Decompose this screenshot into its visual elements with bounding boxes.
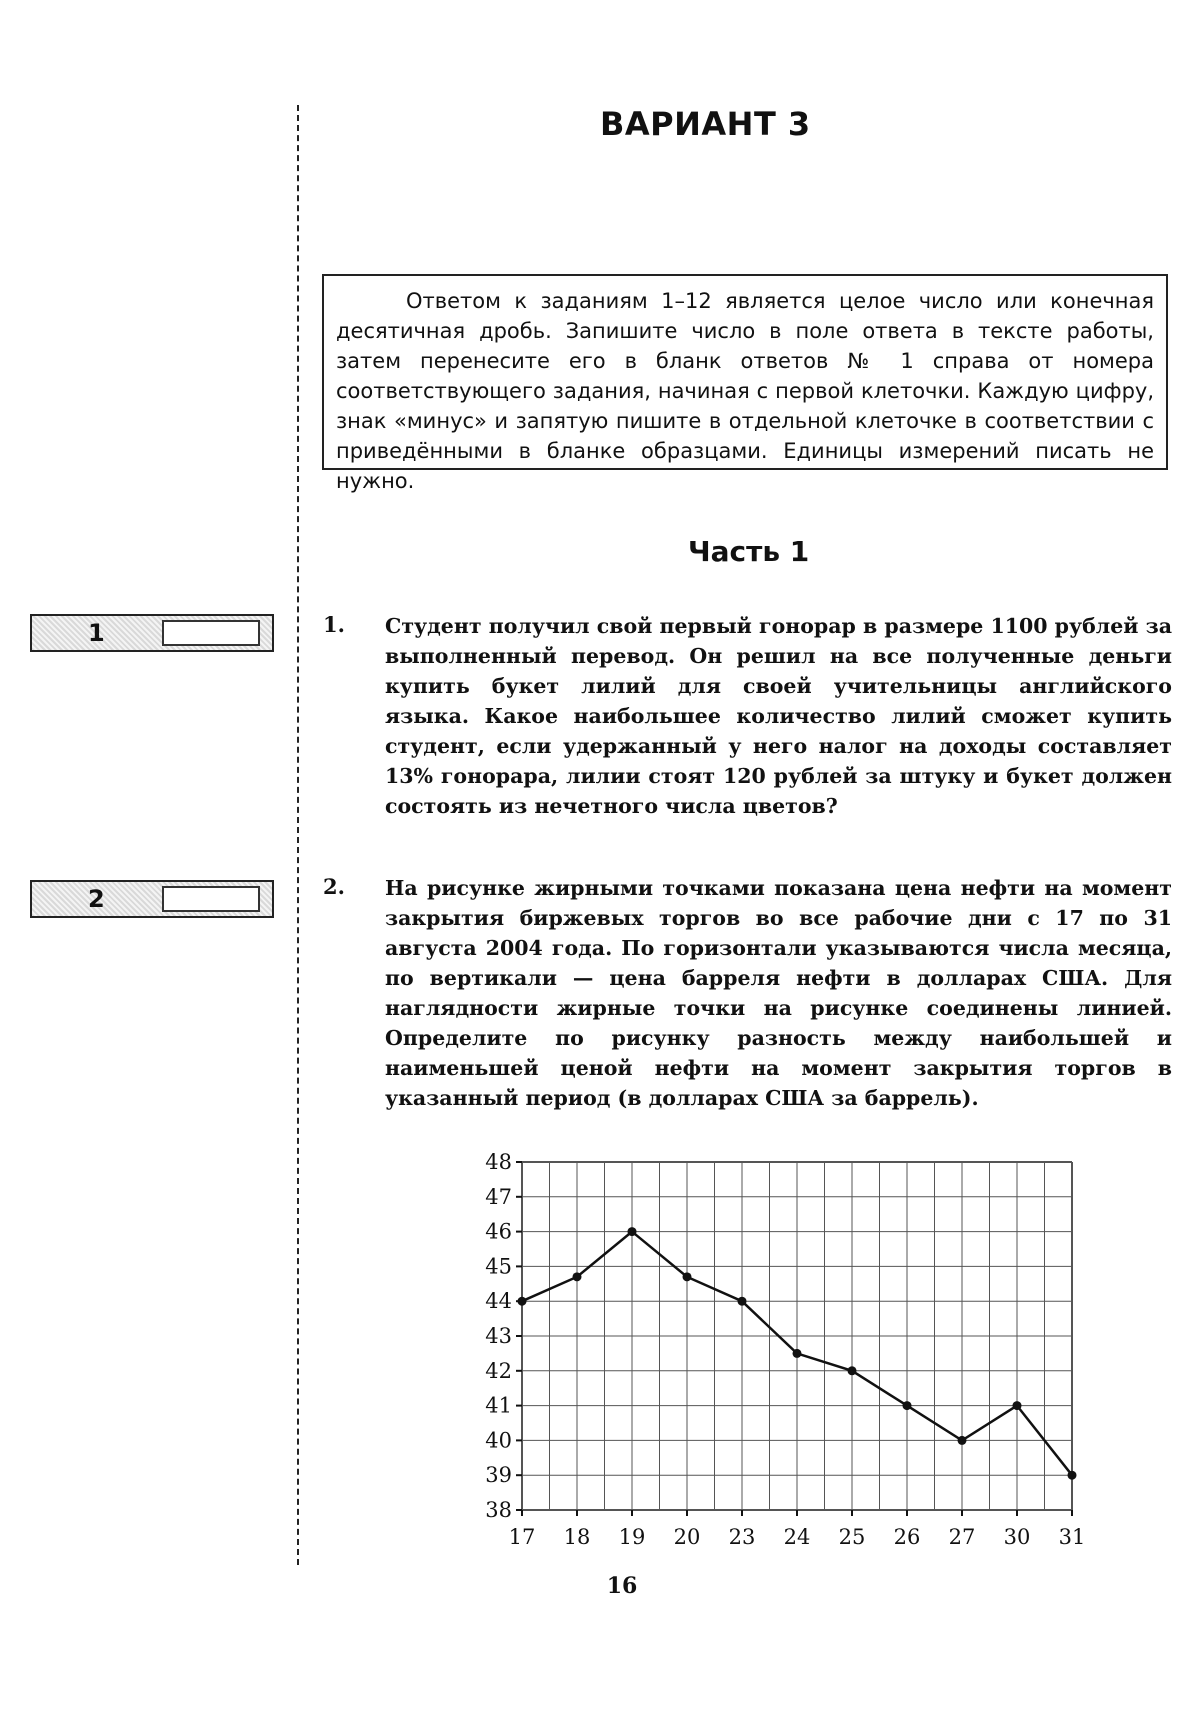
answer-box-number: 1: [88, 619, 105, 647]
x-tick-label: 27: [948, 1525, 976, 1549]
page-title: ВАРИАНТ 3: [600, 105, 811, 143]
answer-box-number: 2: [88, 885, 105, 913]
oil-price-chart: [470, 1150, 1090, 1560]
x-tick-label: 17: [508, 1525, 536, 1549]
data-point: [793, 1349, 802, 1358]
page-number: 16: [606, 1573, 638, 1599]
y-tick-label: 39: [485, 1463, 512, 1488]
data-point: [848, 1366, 857, 1375]
y-tick-label: 43: [485, 1324, 512, 1348]
answer-box-1: [30, 614, 274, 652]
chart-grid: [516, 1162, 1072, 1516]
x-tick-label: 25: [838, 1525, 866, 1549]
data-point: [1013, 1401, 1022, 1410]
answer-field-1[interactable]: [162, 620, 260, 646]
data-point: [958, 1436, 967, 1445]
y-tick-label: 41: [485, 1393, 512, 1418]
x-tick-label: 24: [783, 1525, 811, 1549]
task-text-2: На рисунке жирными точками показана цена нефти на момент закрытия биржевых торгов во все рабочие дни с 17 по 31 августа 2004 года. По горизонтали указываются числа месяца, по вертикали — цена барреля нефти в долларах США. Для наглядности жирные точки на рисунке соединены линией. Определите по рисунку разность между наибольшей и наименьшей ценой нефти на момент закрытия торгов в указанный период (в долларах США за баррель).: [385, 876, 1172, 1110]
y-tick-label: 48: [485, 1150, 512, 1174]
data-point: [628, 1227, 637, 1236]
data-point: [518, 1297, 527, 1306]
data-point: [903, 1401, 912, 1410]
y-tick-label: 38: [485, 1498, 512, 1522]
instructions-box: Ответом к заданиям 1–12 является целое число или конечная десятичная дробь. Запишите число в поле ответа в тексте работы, затем перенесите его в бланк ответов № 1 справа от номера соответствующего задания, начиная с первой клеточки. Каждую цифру, знак «минус» и запятую пишите в отдельной клеточке в соответствии с приведёнными в бланке образцами. Единицы измерений писать не нужно.: [322, 274, 1168, 470]
y-tick-label: 47: [485, 1184, 512, 1209]
data-point: [573, 1272, 582, 1281]
y-tick-label: 45: [485, 1254, 512, 1279]
data-point: [683, 1272, 692, 1281]
data-point: [738, 1297, 747, 1306]
x-tick-label: 23: [728, 1525, 756, 1549]
cut-line: [297, 105, 299, 1565]
x-tick-label: 18: [563, 1525, 591, 1549]
x-tick-label: 31: [1058, 1525, 1086, 1549]
x-tick-label: 19: [618, 1525, 646, 1549]
y-tick-label: 40: [485, 1428, 512, 1453]
task-number-2: 2.: [323, 874, 345, 899]
x-tick-label: 20: [673, 1525, 701, 1549]
y-tick-label: 42: [485, 1358, 512, 1383]
answer-box-2: [30, 880, 274, 918]
x-tick-label: 26: [893, 1525, 921, 1549]
part-title: Часть 1: [688, 535, 810, 568]
task-text-1: Студент получил свой первый гонорар в размере 1100 рублей за выполненный перевод. Он решил на все полученные деньги купить букет лилий для своей учительницы английского языка. Какое наибольшее количество лилий сможет купить студент, если удержанный у него налог на доходы составляет 13% гонорара, лилии стоят 120 рублей за штуку и букет должен состоять из нечетного числа цветов?: [385, 614, 1172, 818]
x-tick-label: 30: [1003, 1525, 1031, 1549]
answer-field-2[interactable]: [162, 886, 260, 912]
y-tick-label: 46: [485, 1219, 512, 1244]
data-point: [1068, 1471, 1077, 1480]
task-number-1: 1.: [323, 612, 345, 637]
chart-tick-labels: [485, 1150, 1085, 1549]
y-tick-label: 44: [485, 1289, 512, 1314]
